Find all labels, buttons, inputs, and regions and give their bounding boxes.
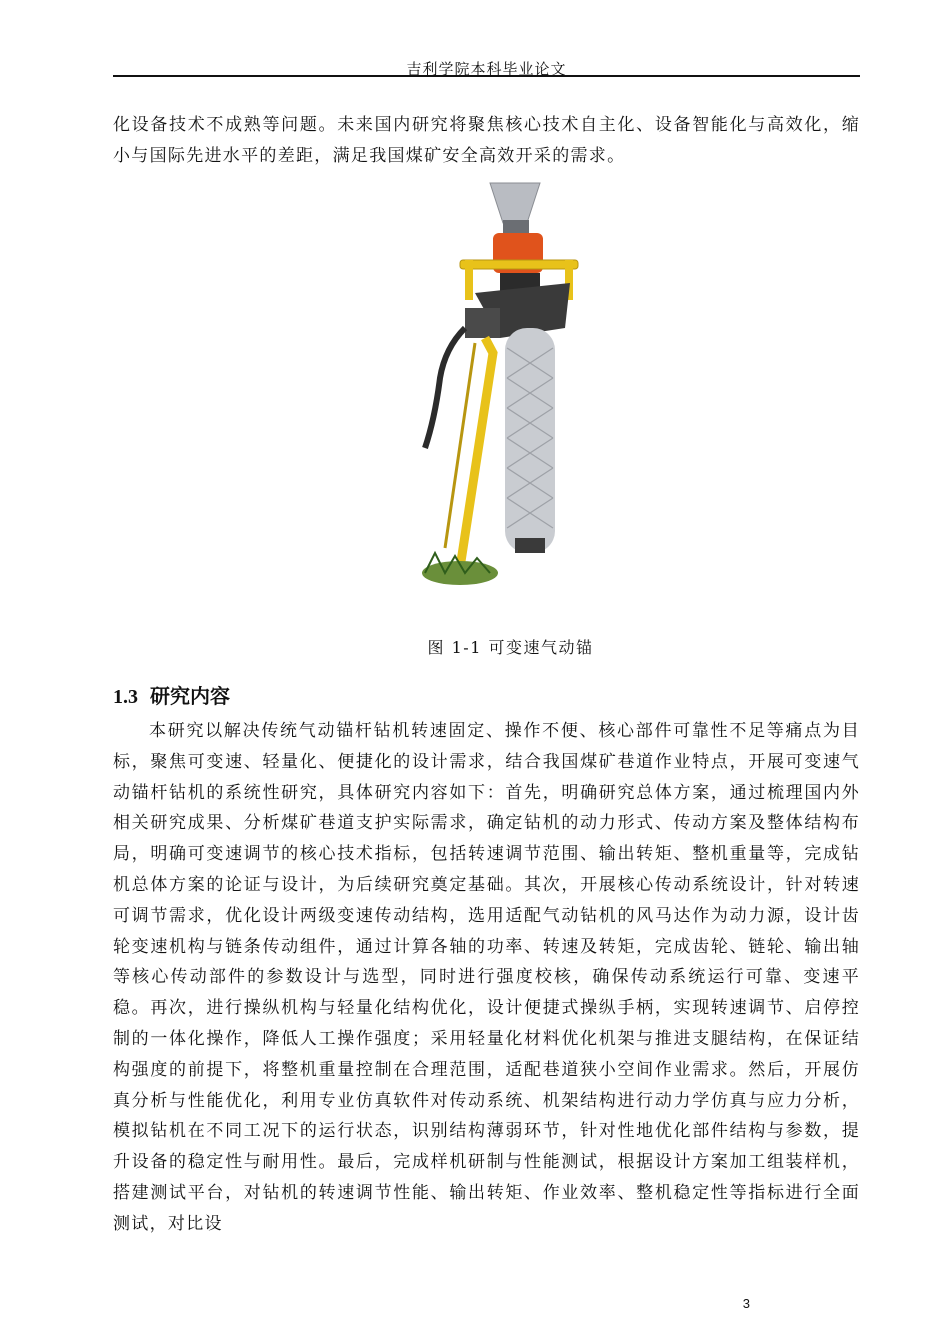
page-number: 3 — [742, 1296, 750, 1311]
paragraph-research-content: 本研究以解决传统气动锚杆钻机转速固定、操作不便、核心部件可靠性不足等痛点为目标，聚焦可变速、轻量化、便捷化的设计需求，结合我国煤矿巷道作业特点，开展可变速气动锚杆钻机的系统性研究，具体研究内容如下：首先，明确研究总体方案，通过梳理国内外相关研究成果、分析煤矿巷道支护实际需求，确定钻机的动力形式、传动方案及整体结构布局，明确可变速调节的核心技术指标，包括转速调节范围、输出转矩、整机重量等，完成钻机总体方案的论证与设计，为后续研究奠定基础。其次，开展核心传动系统设计，针对转速可调节需求，优化设计两级变速传动结构，选用适配气动钻机的风马达作为动力源，设计齿轮变速机构与链条传动组件，通过计算各轴的功率、转速及转矩，完成齿轮、链轮、输出轴等核心传动部件的参数设计与选型，同时进行强度校核，确保传动系统运行可靠、变速平稳。再次，进行操纵机构与轻量化结构优化，设计便捷式操纵手柄，实现转速调节、启停控制的一体化操作，降低人工操作强度；采用轻量化材料优化机架与推进支腿结构，在保证结构强度的前提下，将整机重量控制在合理范围，适配巷道狭小空间作业需求。然后，开展仿真分析与性能优化，利用专业仿真软件对传动系统、机架结构进行动力学仿真与应力分析，模拟钻机在不同工况下的运行状态，识别结构薄弱环节，针对性地优化部件结构与参数，提升设备的稳定性与耐用性。最后，完成样机研制与性能测试，根据设计方案加工组装样机，搭建测试平台，对钻机的转速调节性能、输出转矩、作业效率、整机稳定性等指标进行全面测试，对比设 — [113, 721, 860, 1234]
section-number: 1.3 — [113, 686, 138, 708]
drill-illustration — [405, 178, 705, 618]
figure-caption: 图 1-1 可变速气动锚 — [427, 638, 594, 657]
paragraph-continuation: 化设备技术不成熟等问题。未来国内研究将聚焦核心技术自主化、设备智能化与高效化，缩小与国际先进水平的差距，满足我国煤矿安全高效开采的需求。 — [113, 115, 860, 166]
header-rule — [113, 75, 860, 77]
running-header: 吉利学院本科毕业论文 — [406, 60, 567, 78]
section-heading — [113, 680, 230, 709]
figure-drill-photo — [405, 178, 705, 618]
section-title: 研究内容 — [150, 684, 230, 708]
